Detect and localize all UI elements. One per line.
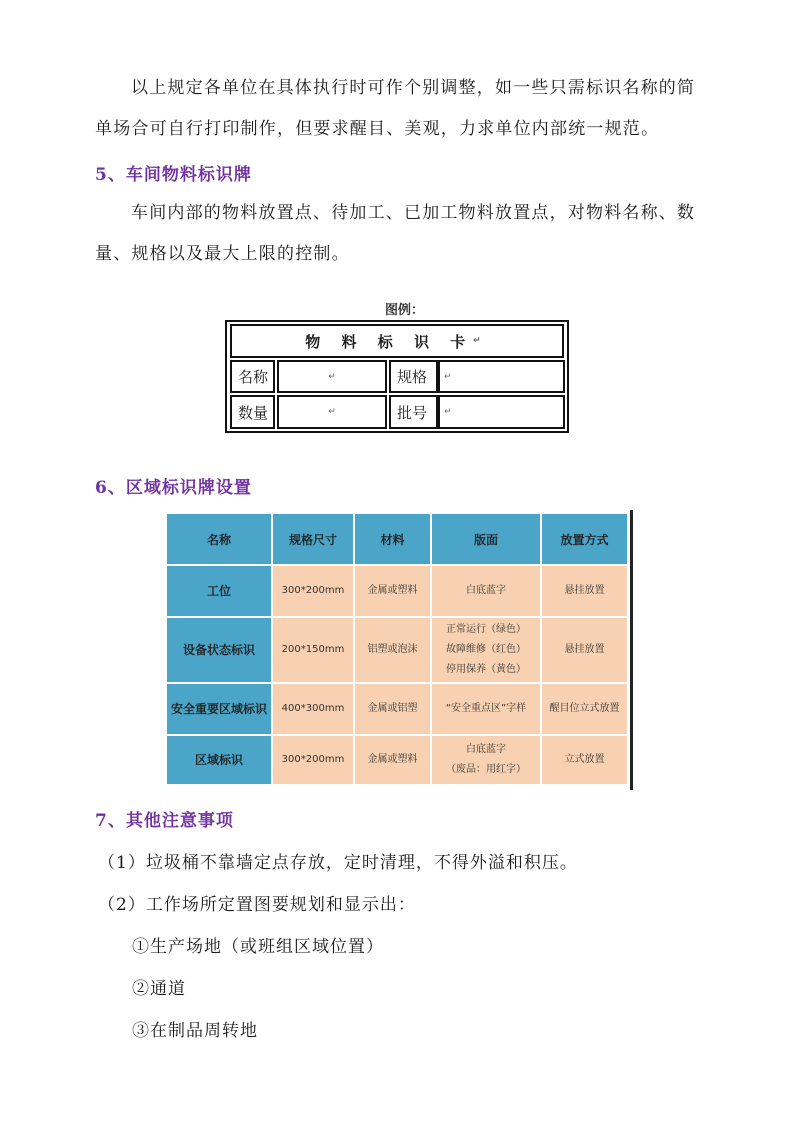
section7-subitem-3: ③在制品周转地 xyxy=(132,1021,258,1041)
section7-subitem-2: ②通道 xyxy=(132,979,186,999)
row-placement: 立式放置 xyxy=(541,735,628,785)
layout-line: （废品：用红字） xyxy=(446,764,526,775)
header-placement: 放置方式 xyxy=(541,513,628,565)
row-placement: 悬挂放置 xyxy=(541,617,628,683)
row-material: 金属或塑料 xyxy=(354,565,431,617)
row-placement: 悬挂放置 xyxy=(541,565,628,617)
qty-value-cell xyxy=(277,395,387,429)
table-row xyxy=(166,735,628,785)
row-name: 区域标识 xyxy=(166,735,272,785)
material-card-title xyxy=(230,324,564,358)
section5-paragraph: 车间内部的物料放置点、待加工、已加工物料放置点，对物料名称、数量、规格以及最大上限的控制。 xyxy=(95,203,696,264)
row-size: 400*300mm xyxy=(272,683,354,735)
row-placement: 醒目位立式放置 xyxy=(541,683,628,735)
name-label: 名称 xyxy=(238,368,269,386)
header-size: 规格尺寸 xyxy=(272,513,354,565)
header-material: 材料 xyxy=(354,513,431,565)
qty-label-cell xyxy=(230,395,275,429)
row-layout xyxy=(431,617,541,683)
row-name: 安全重要区域标识 xyxy=(166,683,272,735)
layout-line: 白底蓝字 xyxy=(466,744,506,755)
material-card-title-text: 物 料 标 识 卡 xyxy=(305,332,474,351)
layout-line: 故障维修（红色） xyxy=(446,644,526,655)
section7-item-2: （2）工作场所定置图要规划和显示出： xyxy=(98,895,416,915)
name-value-cell xyxy=(277,360,387,393)
row-size: 300*200mm xyxy=(272,735,354,785)
section5-heading: 5、车间物料标识牌 xyxy=(95,165,252,185)
table-header-row xyxy=(166,513,628,565)
table-edge-divider xyxy=(630,510,633,790)
row-size: 300*200mm xyxy=(272,565,354,617)
header-name: 名称 xyxy=(166,513,272,565)
row-layout: 白底蓝字 xyxy=(431,565,541,617)
qty-label: 数量 xyxy=(238,403,269,422)
section6-heading: 6、区域标识牌设置 xyxy=(95,478,252,498)
table-row xyxy=(166,565,628,617)
row-size: 200*150mm xyxy=(272,617,354,683)
intro-paragraph: 以上规定各单位在具体执行时可作个别调整，如一些只需标识名称的简单场合可自行打印制作，但要求醒目、美观，力求单位内部统一规范。 xyxy=(95,78,696,139)
batch-value-cell xyxy=(438,395,565,429)
section7-heading: 7、其他注意事项 xyxy=(95,811,234,831)
name-label-cell xyxy=(230,360,275,393)
section7-subitem-1: ①生产场地（或班组区域位置） xyxy=(132,937,384,957)
row-layout xyxy=(431,735,541,785)
row-layout: “安全重点区”字样 xyxy=(431,683,541,735)
row-name: 工位 xyxy=(166,565,272,617)
header-layout: 版面 xyxy=(431,513,541,565)
return-mark-icon: ↵ xyxy=(444,371,452,382)
row-material: 铝塑或泡沫 xyxy=(354,617,431,683)
zone-sign-table xyxy=(165,512,629,786)
row-material: 金属或塑料 xyxy=(354,735,431,785)
return-mark-icon: ↵ xyxy=(328,371,336,382)
batch-label-cell xyxy=(389,395,438,429)
example-caption: 图例： xyxy=(385,303,425,318)
batch-label: 批号 xyxy=(397,403,428,422)
layout-line: 正常运行（绿色） xyxy=(446,624,526,635)
return-mark-icon: ↵ xyxy=(328,407,336,417)
spec-label-cell xyxy=(389,360,438,393)
layout-line: 停用保养（黄色） xyxy=(446,664,526,675)
table-row xyxy=(166,617,628,683)
return-mark-icon: ↵ xyxy=(473,336,489,346)
table-row xyxy=(166,683,628,735)
row-material: 金属或铝塑 xyxy=(354,683,431,735)
return-mark-icon: ↵ xyxy=(444,407,452,417)
row-name: 设备状态标识 xyxy=(166,617,272,683)
section7-item-1: （1）垃圾桶不靠墙定点存放，定时清理，不得外溢和积压。 xyxy=(98,853,578,873)
material-card xyxy=(225,320,569,433)
spec-label: 规格 xyxy=(397,368,428,386)
spec-value-cell xyxy=(438,360,565,393)
